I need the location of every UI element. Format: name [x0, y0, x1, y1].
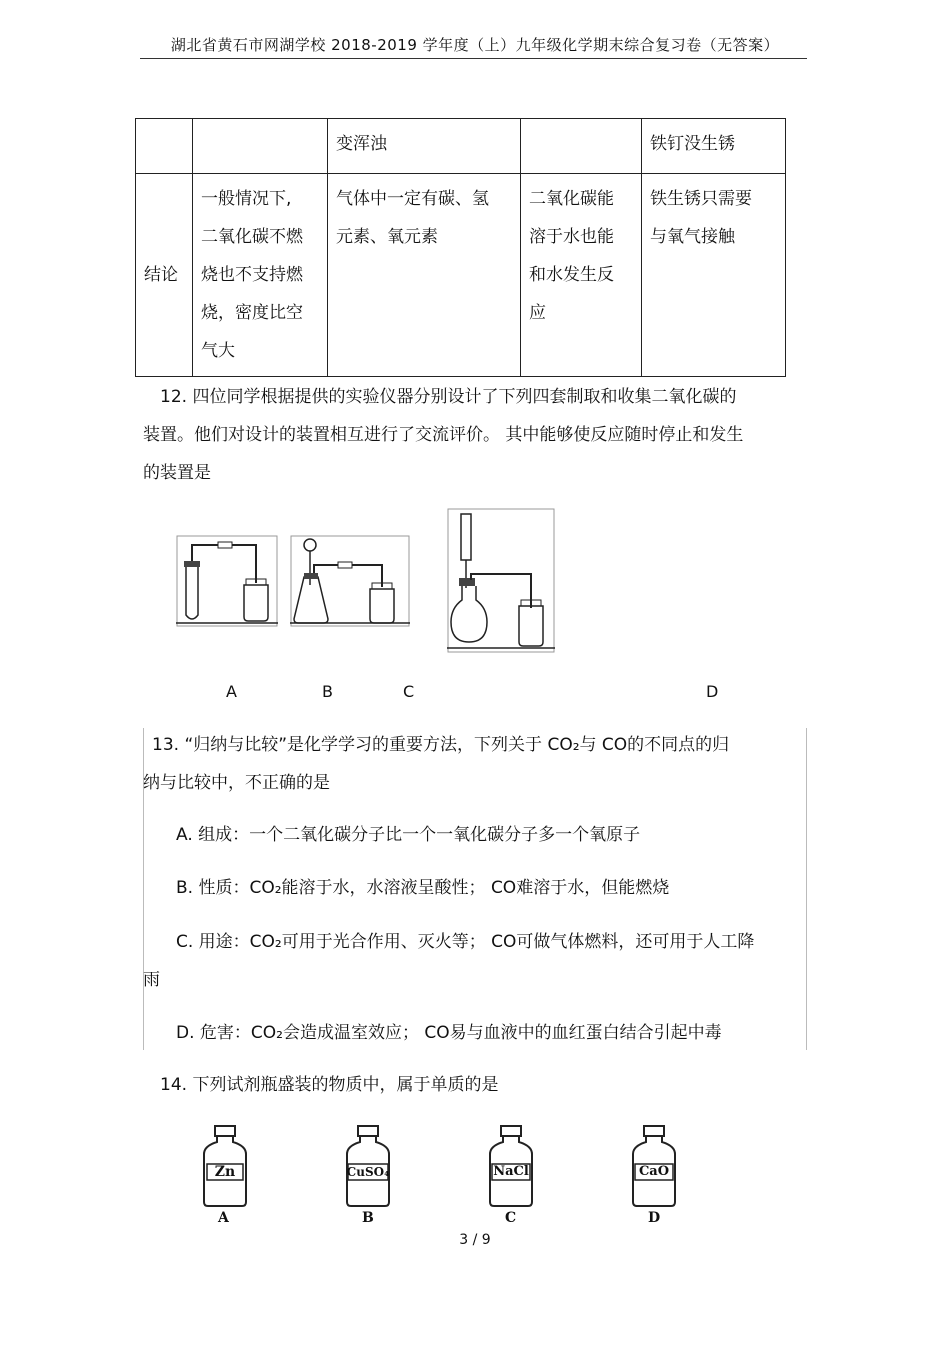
- q12-line3: 的装置是: [143, 463, 211, 483]
- bottle-label-a: Zn: [214, 1164, 236, 1180]
- reagent-bottle-c: [486, 1124, 536, 1208]
- apparatus-label-c: C: [403, 682, 415, 701]
- q12-line1: 12. 四位同学根据提供的实验仪器分别设计了下列四套制取和收集二氧化碳的: [160, 387, 737, 407]
- bottle-option-d: D: [648, 1210, 661, 1226]
- bottle-option-a: A: [218, 1210, 229, 1226]
- bottle-option-b: B: [362, 1210, 374, 1226]
- table-cell: 二氧化碳能 溶于水也能 和水发生反 应: [521, 174, 642, 377]
- q13-option-c-cont: 雨: [143, 970, 160, 990]
- bottle-label-d: CaO: [638, 1164, 670, 1179]
- apparatus-a-figure: [176, 535, 278, 627]
- table-row: [136, 174, 786, 377]
- q13-option-c: C. 用途：CO₂可用于光合作用、灭火等； CO可做气体燃料，还可用于人工降: [176, 932, 755, 952]
- table-cell: 一般情况下, 二氧化碳不燃 烧也不支持燃 烧，密度比空 气大: [193, 174, 328, 377]
- q13-line1: 13. “归纳与比较”是化学学习的重要方法，下列关于 CO₂与 CO的不同点的归: [152, 735, 730, 755]
- q12-line2: 装置。他们对设计的装置相互进行了交流评价。 其中能够使反应随时停止和发生: [143, 425, 744, 445]
- table-row-label: 结论: [136, 174, 193, 377]
- table-row: [136, 119, 786, 174]
- table-cell: 铁钉没生锈: [642, 119, 786, 174]
- apparatus-label-b: B: [322, 682, 333, 701]
- reagent-bottle-a: [200, 1124, 250, 1208]
- experiment-table: [135, 118, 786, 377]
- bottle-label-c: NaCl: [493, 1164, 529, 1179]
- page-number: 3 / 9: [459, 1232, 491, 1248]
- apparatus-label-d: D: [706, 682, 719, 701]
- table-cell: [521, 119, 642, 174]
- q13-option-b: B. 性质：CO₂能溶于水，水溶液呈酸性； CO难溶于水，但能燃烧: [176, 878, 670, 898]
- apparatus-b-figure: [290, 535, 410, 627]
- q13-frame-right: [806, 728, 807, 1050]
- q14-line1: 14. 下列试剂瓶盛装的物质中，属于单质的是: [160, 1075, 499, 1095]
- table-cell: [136, 119, 193, 174]
- q13-line2: 纳与比较中，不正确的是: [143, 773, 330, 793]
- table-cell: [193, 119, 328, 174]
- table-cell: 铁生锈只需要 与氧气接触: [642, 174, 786, 377]
- q13-option-a: A. 组成：一个二氧化碳分子比一个一氧化碳分子多一个氧原子: [176, 825, 641, 845]
- bottle-option-c: C: [505, 1210, 517, 1226]
- apparatus-c-figure: [447, 508, 555, 653]
- q13-option-d: D. 危害：CO₂会造成温室效应； CO易与血液中的血红蛋白结合引起中毒: [176, 1023, 722, 1043]
- apparatus-label-a: A: [226, 682, 237, 701]
- header-rule: [140, 58, 807, 59]
- page-header: 湖北省黄石市网湖学校 2018-2019 学年度（上）九年级化学期末综合复习卷（无答案）: [170, 36, 780, 54]
- table-cell: 变浑浊: [328, 119, 521, 174]
- table-cell: 气体中一定有碳、氢 元素、氧元素: [328, 174, 521, 377]
- reagent-bottle-b: [343, 1124, 393, 1208]
- bottle-label-b: CuSO₄: [346, 1165, 390, 1179]
- reagent-bottle-d: [629, 1124, 679, 1208]
